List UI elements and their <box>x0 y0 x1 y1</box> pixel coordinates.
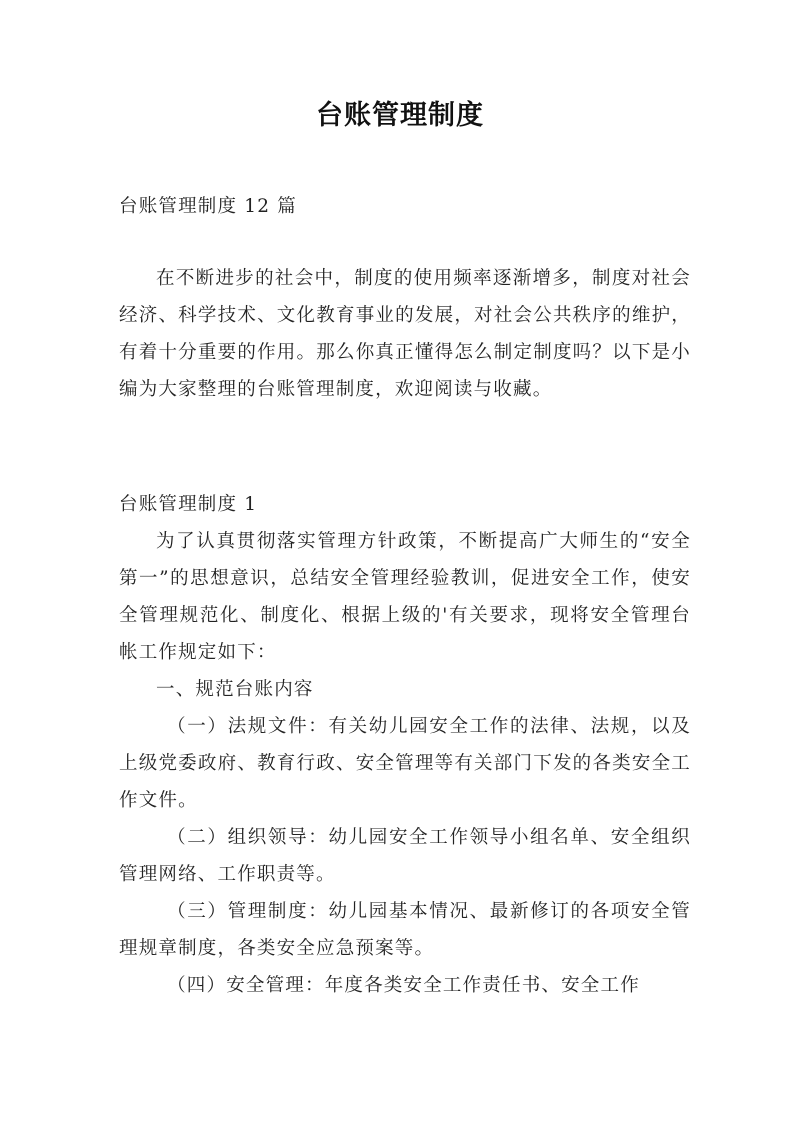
document-subtitle <box>119 188 691 225</box>
section-1-paragraph: 为了认真贯彻落实管理方针政策，不断提高广大师生的“安全第一”的思想意识，总结安全管理经验教训，促进安全工作，使安全管理规范化、制度化、根据上级的'有关要求，现将安全管理台帐工作规定如下： <box>119 531 691 663</box>
section-1-item-heading: 一、规范台账内容 <box>156 679 314 700</box>
list-item: （四）安全管理：年度各类安全工作责任书、安全工作 <box>167 975 640 996</box>
list-item: （一）法规文件：有关幼儿园安全工作的法律、法规，以及上级党委政府、教育行政、安全管理等有关部门下发的各类安全工作文件。 <box>119 716 691 811</box>
document-title: 台账管理制度 <box>316 100 484 131</box>
intro-paragraph: 在不断进步的社会中，制度的使用频率逐渐增多，制度对社会经济、科学技术、文化教育事业的发展，对社会公共秩序的维护，有着十分重要的作用。那么你真正懂得怎么制定制度吗？以下是小编为大家整理的台账管理制度，欢迎阅读与收藏。 <box>119 268 691 400</box>
list-item: （三）管理制度：幼儿园基本情况、最新修订的各项安全管理规章制度，各类安全应急预案等。 <box>119 901 691 959</box>
section-1 <box>119 486 691 1004</box>
subtitle-text: 台账管理制度 12 篇 <box>119 196 298 217</box>
intro-paragraph-block <box>119 260 691 408</box>
list-item: （二）组织领导：幼儿园安全工作领导小组名单、安全组织管理网络、工作职责等。 <box>119 827 691 885</box>
section-1-heading: 台账管理制度 1 <box>119 494 258 515</box>
